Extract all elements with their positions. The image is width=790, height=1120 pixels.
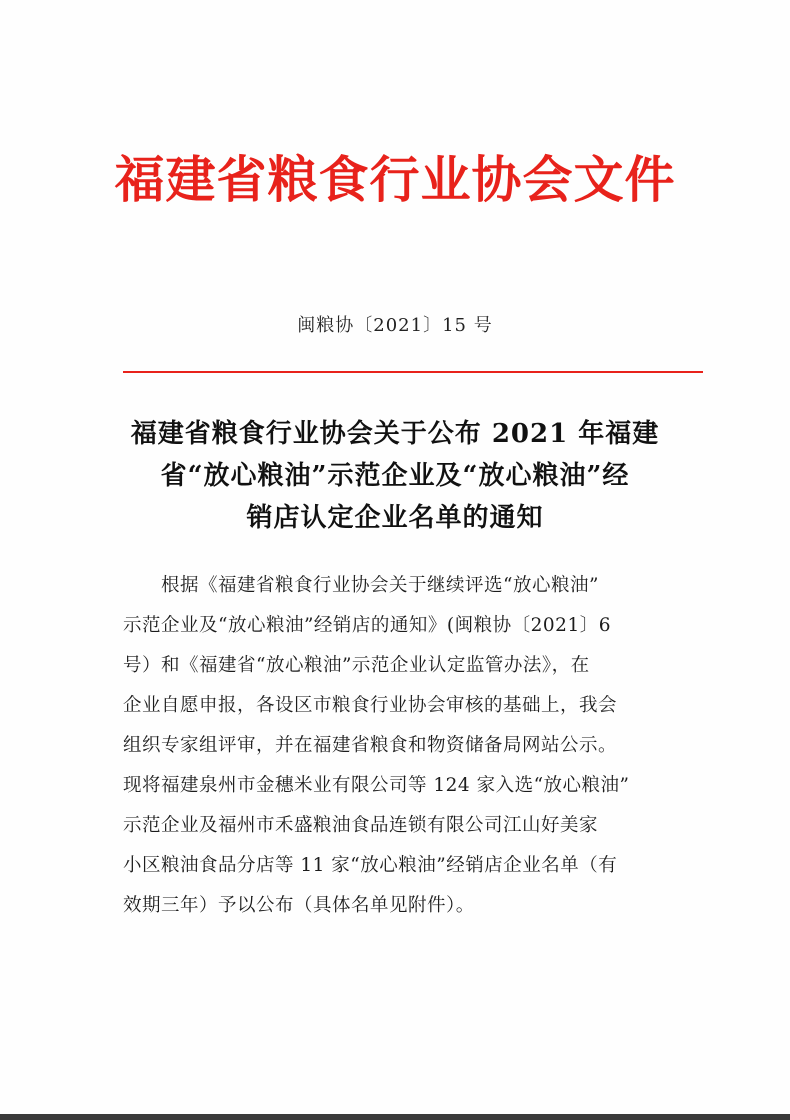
body-line: 效期三年）予以公布（具体名单见附件）。	[123, 895, 475, 916]
title-line: 福建省粮食行业协会关于公布 2021 年福建	[130, 419, 660, 449]
body-line: 组织专家组评审，并在福建省粮食和物资储备局网站公示。	[123, 735, 618, 756]
masthead-title: 福建省粮食行业协会文件	[114, 150, 676, 209]
body-paragraph	[123, 566, 683, 926]
title-line: 销店认定企业名单的通知	[246, 503, 544, 533]
notice-title	[110, 413, 680, 539]
body-line: 号）和《福建省“放心粮油”示范企业认定监管办法》，在	[123, 655, 590, 676]
document-number: 闽粮协〔2021〕15 号	[297, 315, 493, 336]
body-line: 现将福建泉州市金穗米业有限公司等 124 家入选“放心粮油”	[123, 775, 630, 796]
red-divider-line	[123, 371, 703, 373]
body-line: 企业自愿申报，各设区市粮食行业协会审核的基础上，我会	[123, 695, 618, 716]
scan-bottom-edge	[0, 1114, 790, 1120]
body-line: 小区粮油食品分店等 11 家“放心粮油”经销店企业名单（有	[123, 855, 618, 876]
body-line: 示范企业及“放心粮油”经销店的通知》(闽粮协〔2021〕6	[123, 615, 611, 636]
body-line: 根据《福建省粮食行业协会关于继续评选“放心粮油”	[123, 575, 599, 596]
body-line: 示范企业及福州市禾盛粮油食品连锁有限公司江山好美家	[123, 815, 599, 836]
title-line: 省“放心粮油”示范企业及“放心粮油”经	[160, 461, 630, 491]
